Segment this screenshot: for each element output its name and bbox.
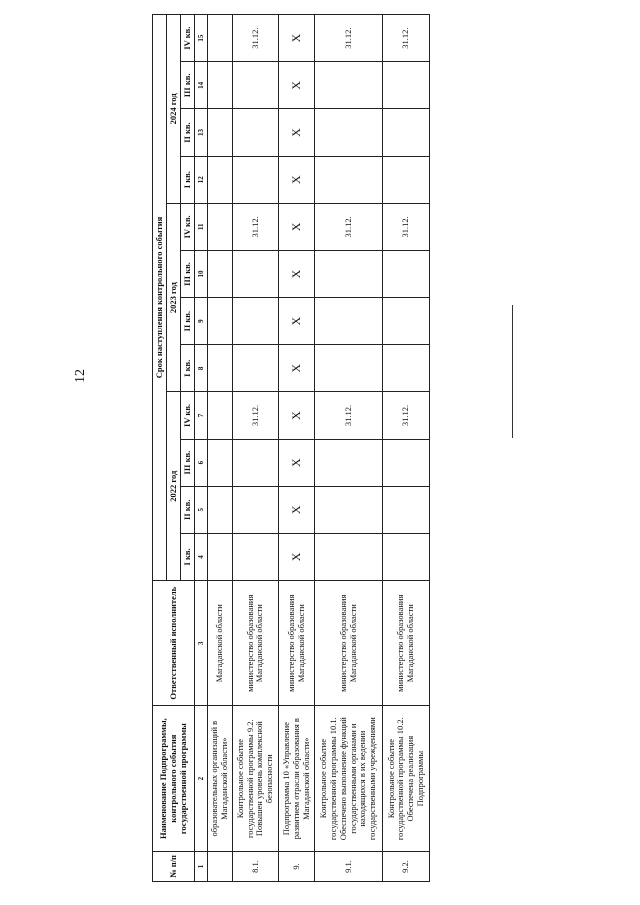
- quarter-cell: [383, 298, 430, 345]
- table-body: [207, 15, 429, 882]
- column-number: 9: [195, 298, 207, 345]
- column-number: 3: [195, 581, 207, 706]
- header-name: Наименование Подпрограммы, контрольного события государственной программы: [153, 706, 195, 851]
- header-quarter: III кв.: [181, 250, 195, 297]
- quarter-cell: X: [279, 345, 315, 392]
- row-name: Контрольное событие государственной программы 10.1. Обеспечено выполнение функций государственными органами и находящихся в их ведении государственными учреждениями: [315, 706, 383, 851]
- quarter-cell: [232, 298, 279, 345]
- quarter-cell: X: [279, 533, 315, 580]
- header-quarter: II кв.: [181, 486, 195, 533]
- header-year-2024: 2024 год: [167, 15, 181, 204]
- row-responsible: министерство образования Магаданской области: [315, 581, 383, 706]
- row-name: Контрольное событие государственной программы 10.2. Обеспечена реализация Подпрограммы: [383, 706, 430, 851]
- header-quarter: IV кв.: [181, 15, 195, 62]
- header-quarter: III кв.: [181, 62, 195, 109]
- header-num: № п/п: [153, 851, 195, 881]
- quarter-cell: [232, 109, 279, 156]
- column-number: 4: [195, 533, 207, 580]
- header-quarter: III кв.: [181, 439, 195, 486]
- quarter-cell: [232, 439, 279, 486]
- quarter-cell: [207, 15, 232, 62]
- row-name: Подпрограмма 10 «Управление развитием отрасли образования в Магаданской области»: [279, 706, 315, 851]
- control-events-table: [152, 14, 430, 882]
- rotated-table-wrapper: [152, 14, 430, 882]
- quarter-cell: 31.12.: [232, 15, 279, 62]
- quarter-cell: [207, 439, 232, 486]
- quarter-cell: X: [279, 156, 315, 203]
- header-row-1: [153, 15, 167, 882]
- divider-line: [512, 305, 513, 438]
- quarter-cell: [232, 250, 279, 297]
- row-name: Контрольное событие государственной программы 9.2. Повышен уровень комплексной безопасности: [232, 706, 279, 851]
- page-number: 12: [73, 369, 88, 383]
- header-year-2022: 2022 год: [167, 392, 181, 581]
- quarter-cell: [383, 439, 430, 486]
- quarter-cell: [383, 62, 430, 109]
- quarter-cell: [207, 109, 232, 156]
- row-number: [207, 851, 232, 881]
- quarter-cell: [232, 156, 279, 203]
- quarter-cell: [315, 533, 383, 580]
- quarter-cell: X: [279, 250, 315, 297]
- table-row: [383, 15, 430, 882]
- quarter-cell: X: [279, 298, 315, 345]
- quarter-cell: [207, 62, 232, 109]
- quarter-cell: [232, 486, 279, 533]
- row-responsible: министерство образования Магаданской области: [383, 581, 430, 706]
- quarter-cell: [232, 345, 279, 392]
- quarter-cell: [232, 533, 279, 580]
- column-number: 8: [195, 345, 207, 392]
- quarter-cell: [207, 486, 232, 533]
- quarter-cell: 31.12.: [232, 203, 279, 250]
- quarter-cell: 31.12.: [383, 15, 430, 62]
- row-number: 9.2.: [383, 851, 430, 881]
- quarter-cell: X: [279, 439, 315, 486]
- quarter-cell: 31.12.: [383, 392, 430, 439]
- quarter-cell: [383, 345, 430, 392]
- table-row: [232, 15, 279, 882]
- column-number: 12: [195, 156, 207, 203]
- quarter-cell: 31.12.: [315, 203, 383, 250]
- quarter-cell: [207, 156, 232, 203]
- row-responsible: министерство образования Магаданской области: [232, 581, 279, 706]
- header-responsible: Ответственный исполнитель: [153, 581, 195, 706]
- quarter-cell: [207, 203, 232, 250]
- quarter-cell: X: [279, 203, 315, 250]
- quarter-cell: 31.12.: [232, 392, 279, 439]
- column-number: 10: [195, 250, 207, 297]
- row-responsible: Магаданской области: [207, 581, 232, 706]
- column-number: 7: [195, 392, 207, 439]
- quarter-cell: [383, 486, 430, 533]
- header-quarter: I кв.: [181, 345, 195, 392]
- header-year-2023: 2023 год: [167, 203, 181, 392]
- row-number: 8.1.: [232, 851, 279, 881]
- quarter-cell: X: [279, 392, 315, 439]
- quarter-cell: [383, 533, 430, 580]
- column-number: 6: [195, 439, 207, 486]
- quarter-cell: [315, 156, 383, 203]
- quarter-cell: [315, 62, 383, 109]
- row-name: образовательных организаций в Магаданской области»: [207, 706, 232, 851]
- table-row: [315, 15, 383, 882]
- column-number: 5: [195, 486, 207, 533]
- quarter-cell: [207, 298, 232, 345]
- column-number: 14: [195, 62, 207, 109]
- header-quarter: IV кв.: [181, 203, 195, 250]
- column-number: 13: [195, 109, 207, 156]
- header-quarter: I кв.: [181, 156, 195, 203]
- table-row: [207, 15, 232, 882]
- quarter-cell: [315, 109, 383, 156]
- quarter-cell: [207, 533, 232, 580]
- header-quarter: IV кв.: [181, 392, 195, 439]
- quarter-cell: [315, 486, 383, 533]
- quarter-cell: [315, 439, 383, 486]
- column-number-row: [195, 15, 207, 882]
- header-quarter: II кв.: [181, 298, 195, 345]
- quarter-cell: [315, 345, 383, 392]
- quarter-cell: X: [279, 109, 315, 156]
- column-number: 11: [195, 203, 207, 250]
- table-row: [279, 15, 315, 882]
- quarter-cell: X: [279, 62, 315, 109]
- quarter-cell: [207, 392, 232, 439]
- row-number: 9.1.: [315, 851, 383, 881]
- column-number: 15: [195, 15, 207, 62]
- quarter-cell: 31.12.: [315, 392, 383, 439]
- header-quarter: I кв.: [181, 533, 195, 580]
- quarter-cell: [315, 250, 383, 297]
- column-number: 1: [195, 851, 207, 881]
- row-number: 9.: [279, 851, 315, 881]
- quarter-cell: 31.12.: [383, 203, 430, 250]
- quarter-cell: X: [279, 15, 315, 62]
- quarter-cell: 31.12.: [315, 15, 383, 62]
- quarter-cell: [383, 156, 430, 203]
- quarter-cell: [207, 250, 232, 297]
- header-term: Срок наступления контрольного события: [153, 15, 167, 581]
- header-quarter: II кв.: [181, 109, 195, 156]
- quarter-cell: X: [279, 486, 315, 533]
- quarter-cell: [232, 62, 279, 109]
- column-number: 2: [195, 706, 207, 851]
- quarter-cell: [383, 109, 430, 156]
- quarter-cell: [315, 298, 383, 345]
- quarter-cell: [207, 345, 232, 392]
- row-responsible: министерство образования Магаданской области: [279, 581, 315, 706]
- quarter-cell: [383, 250, 430, 297]
